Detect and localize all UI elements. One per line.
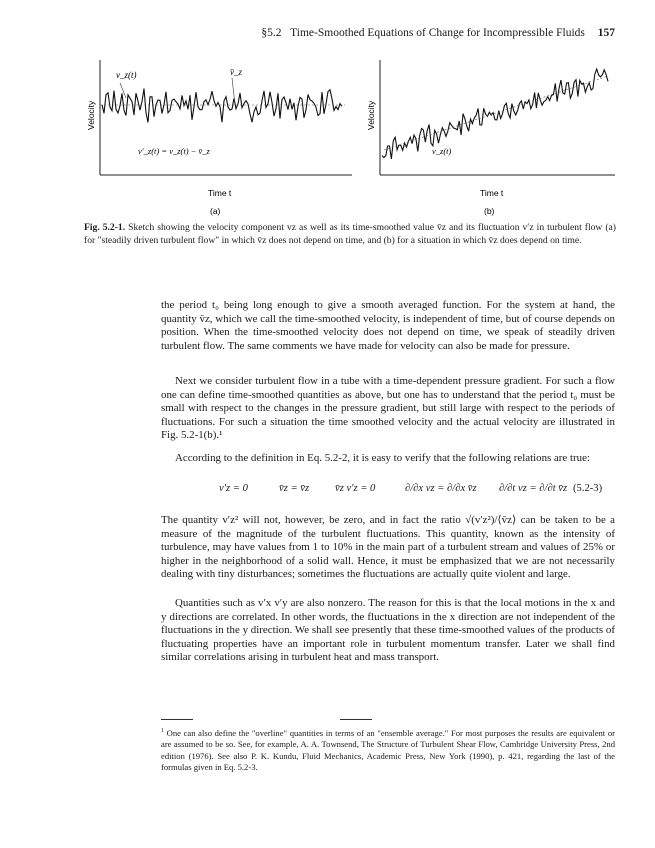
panel-b-tag: (b) (484, 206, 495, 216)
footnote-text: One can also define the "overline" quantities in terms of an "ensemble average." For most purposes the results are equivalent or are assumed to be so. See, for example, A. A. Townsend, The Structure of Turbulent Shear Flow, Cambridge University Press, 2nd edition (1976). See also P. K. Kundu, Fluid Mechanics, Academic Press, New York (1990), p. 421, regarding the last of the formulas given in Eq. 5.2-3. (161, 727, 615, 773)
paragraph-1 (161, 299, 615, 353)
paragraph-2-text: Next we consider turbulent flow in a tube with a time-dependent pressure gradient. For such a flow one can define time-smoothed quantities as above, but one has to understand that the period t₀ must be small with respect to the changes in the pressure gradient, but still large with respect to the periods of fluctuations. For such a situation the time smoothed velocity and the actual velocity are illustrated in Fig. 5.2-1(b).¹ (161, 375, 615, 442)
equation-term-2: v̄z = v̄z (279, 483, 310, 494)
panel-a-label-fluct: v′_z(t) = v_z(t) − v̄_z (138, 146, 210, 156)
paragraph-3-text: According to the definition in Eq. 5.2-2, it is easy to verify that the following relations are true: (175, 452, 590, 464)
paragraph-4-text: The quantity v′z² will not, however, be zero, and in fact the ratio √(v′z²)/⟨v̄z⟩ can be taken to be a measure of the magnitude of the turbulent fluctuations. This quantity, known as the intensity of turbulence, may have values from 1 to 10% in the main part of a turbulent stream and values of 25% or higher in the neighborhood of a solid wall. Hence, it must be emphasized that we are not necessarily dealing with tiny disturbances; sometimes the fluctuations are actually quite violent and large. (161, 514, 615, 581)
chapter-title: Time-Smoothed Equations of Change for Incompressible Fluids (290, 27, 585, 39)
figure-velocity-sketches (80, 48, 620, 220)
footnote-marker: 1 (161, 728, 164, 734)
equation-term-4: ∂/∂x vz = ∂/∂x v̄z (405, 483, 477, 494)
footnote-rule-left (161, 719, 193, 720)
figure-caption-label: Fig. 5.2-1. (84, 222, 126, 233)
panel-a-pointer-instant (120, 83, 126, 98)
paragraph-1-text: the period t₀ being long enough to give a smooth averaged function. For the system at hand, the quantity v̄z, which we call the time-smoothed velocity, is independent of time, but of course depends on position. When the time-smoothed velocity does not depend on time, we speak of steadily driven turbulent flow. The same comments we have made for velocity can also be made for pressure. (161, 299, 615, 352)
paragraph-4 (161, 514, 615, 582)
panel-b (366, 60, 615, 216)
section-number: §5.2 (261, 27, 282, 39)
running-head (0, 27, 615, 39)
panel-a-y-label: Velocity (86, 100, 96, 130)
paragraph-2 (161, 375, 615, 443)
panel-b-velocity-trace (382, 69, 608, 159)
equation-term-3: v̄z v′z = 0 (335, 483, 376, 494)
figure-caption-text: Sketch showing the velocity component vz as well as its time-smoothed value v̄z and its fluctuation v′z in turbulent flow (a) for "steadily driven turbulent flow" in which v̄z does not depend on time, and (b) for a situation in which v̄z does depend on time. (84, 222, 616, 246)
panel-b-label-instant: v_z(t) (432, 146, 452, 156)
paragraph-5-text: Quantities such as v′x v′y are also nonzero. The reason for this is that the local motions in the x and y directions are correlated. In other words, the fluctuations in the x direction are not independent of the fluctuations in the y direction. We shall see presently that these time-smoothed values of the products of fluctuating properties have an important role in turbulent momentum transfer. Later we shall find similar correlations arising in turbulent heat and mass transport. (161, 597, 615, 664)
panel-a-label-mean: v̄_z (230, 67, 242, 77)
equation-number: (5.2-3) (573, 483, 603, 494)
panel-b-y-label: Velocity (366, 100, 376, 130)
equation-5-2-3 (161, 483, 615, 503)
panel-b-mean-line (384, 76, 608, 150)
paragraph-3 (161, 452, 615, 466)
footnote-rule-right (340, 719, 372, 720)
equation-term-5: ∂/∂t vz = ∂/∂t v̄z (499, 483, 568, 494)
panel-b-x-label: Time t (480, 188, 504, 198)
panel-a-velocity-trace (102, 89, 342, 123)
footnote (161, 726, 615, 773)
panel-a (86, 60, 352, 216)
page-number: 157 (597, 27, 615, 39)
figure-caption (84, 222, 616, 247)
equation-term-1: v′z = 0 (219, 483, 248, 494)
paragraph-5 (161, 597, 615, 665)
panel-a-x-label: Time t (208, 188, 232, 198)
panel-a-tag: (a) (210, 206, 221, 216)
panel-a-label-instant: v_z(t) (116, 70, 137, 80)
